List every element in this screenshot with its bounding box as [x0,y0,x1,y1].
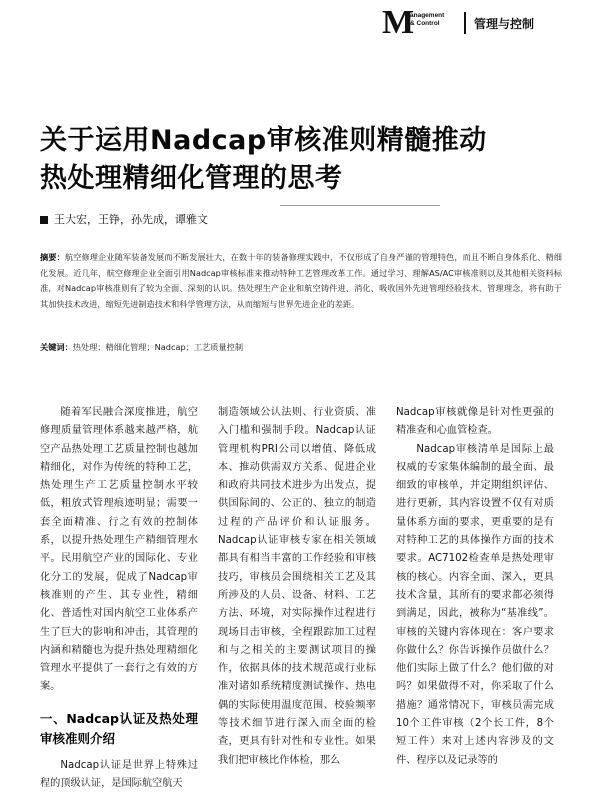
section-name: 管理与控制 [474,17,535,31]
journal-logo-word2: & Control [410,20,440,27]
body-paragraph: Nadcap认证是世界上特殊过程的顶级认证，是国际航空航天 [40,759,198,790]
body-paragraph: 制造领域公认法则、行业资质、准入门槛和强制手段。Nadcap认证管理机构PRI公司以增值、降低成本、推动供需双方关系、促进企业和政府共同技术进步为出发点，提供国际间的、公正的、独立的制造过程的产品评价和认证服务。Nadcap认证审核专家在相关领域都具有相当丰富的工作经验和审核技巧，审核员会围绕相关工艺及其所涉及的人员、设备、材料、工艺方法、环境，对实际操作过程进行现场目击审核，全程跟踪加工过程和与之相关的主要测试项目的操作，依据具体的技术规范或行业标准对诸如系统精度测试操作、热电偶的实际使用温度范围、校验频率等技术细节进行深入而全面的检查，更具有针对性和专业性。如果我们把审核比作体检，那么 [218,407,376,766]
body-paragraph: Nadcap审核清单是国际上最权威的专家集体编制的最全面、最细致的审核单，并定期组织评估、进行更新，其内容设置不仅有对质量体系方面的要求，更重要的是有对特种工艺的具体操作方面的技术要求。AC7102检查单是热处理审核的核心。内容全面、深入，更具技术含量，其所有的要求都必须得到满足，因此，被称为“基准线”。审核的关键内容体现在：客户要求你做什么？你告诉操作员做什么？他们实际上做了什么？他们做的对吗？如果做得不对，你采取了什么措施？通常情况下，审核员需完成10个工件审核（2个长工件，8个短工件）来对上述内容涉及的文件、程序以及记录等的 [396,443,554,766]
bullet-square-icon [40,216,48,224]
journal-logo-word1: anagement [410,12,445,19]
body-column-1 [40,404,198,793]
title-rule [280,205,440,206]
journal-header [382,6,582,46]
body-paragraph: Nadcap审核就像是针对性更强的精准查和心血管检查。 [396,407,554,437]
keywords-label: 关键词： [40,342,73,352]
journal-logo-letter: M [382,4,415,41]
keywords [40,340,562,354]
authors-line [40,213,208,227]
body-column-2 [218,404,376,770]
body-paragraph: 随着军民融合深度推进，航空修理质量管理体系越来越严格，航空产品热处理工艺质量控制也越加精细化，对作为传统的特种工艺，热处理生产工艺质量控制水平较低，粗放式管理痕迹明显；需要一套全面精准、行之有效的控制体系，以提升热处理生产精细管理水平。民用航空产业的国际化、专业化分工的发展，促成了Nadcap审核准则的产生、其专业性，精细化、普适性对国内航空工业体系产生了巨大的影响和冲击，其管理的内涵和精髓也为提升热处理精细化管理水平提供了一套行之有效的方案。 [40,407,198,693]
header-divider [464,12,466,34]
abstract-text: 航空修理企业随军装备发展而不断发展壮大，在数十年的装备修理实践中，不仅形成了自身严谨的管理特色，而且不断自身体系化、精细化发展。近几年，航空修理企业全面引用Nadcap审核标准来推动特种工艺管理改革工作。通过学习、理解AS/AC审核准则以及其他相关资料标准，对Nadcap审核准则有了较为全面、深刻的认识。热处理生产企业和航空铸件进、消化、吸收国外先进管理经验技术、管理理念，将有助于其加快技术改进，缩短先进制造技术和科学管理方法，从而缩短与世界先进企业的差距。 [40,252,562,309]
keywords-text: 热处理；精细化管理；Nadcap；工艺质量控制 [72,342,244,352]
body-column-3 [396,404,554,770]
abstract-label: 摘要： [40,252,65,262]
abstract [40,250,562,312]
article-title-line1: 关于运用Nadcap审核准则精髓推动 [40,125,487,156]
section-heading: 一、Nadcap认证及热处理审核准则介绍 [40,710,198,746]
article-title [40,122,560,198]
article-title-line2: 热处理精细化管理的思考 [40,163,343,194]
authors-text: 王大宏，王铮，孙先成，谭雅文 [54,213,208,226]
journal-logo-words [410,12,444,28]
